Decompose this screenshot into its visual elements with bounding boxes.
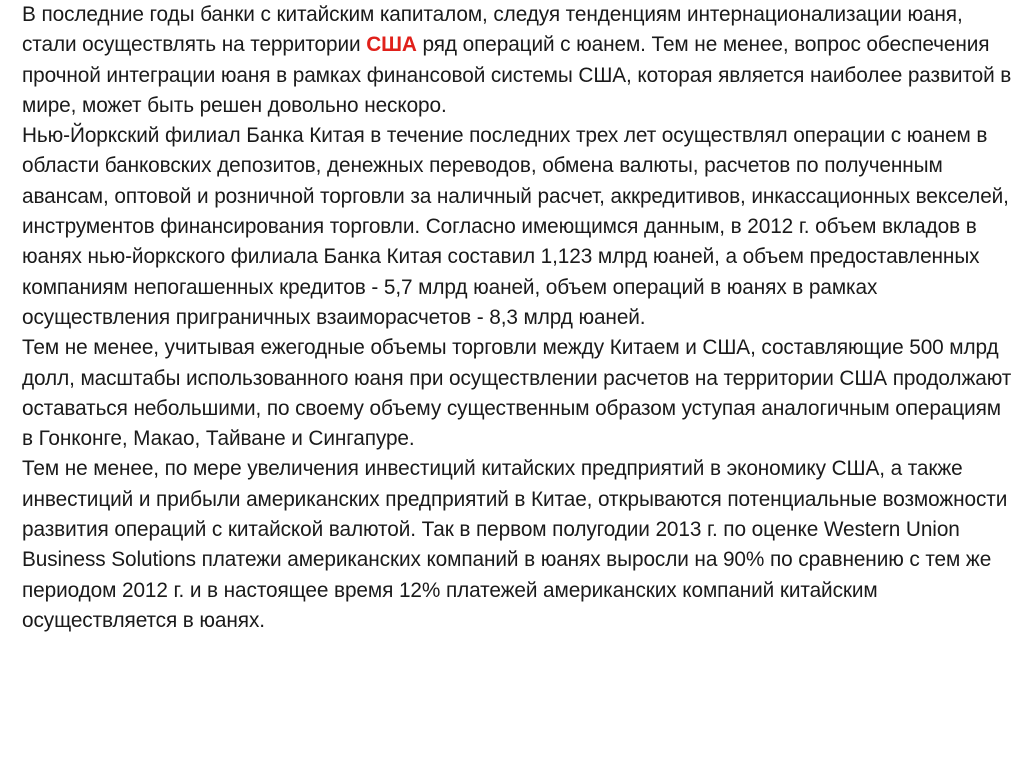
paragraph-3: Тем не менее, учитывая ежегодные объемы торговли между Китаем и США, составляющие 500 млрд долл, масштабы использованного юаня при осуществлении расчетов на территории США продолжают оставаться небольшими, по своему объему существенным образом уступая аналогичным операциям в Гонконге, Макао, Тайване и Сингапуре. [22, 336, 1012, 451]
paragraph-1-before: В последние годы банки с китайским капиталом, следуя тенденциям интернационализации юаня, стали осуществлять на территории [22, 3, 963, 57]
text-content [22, 0, 1014, 636]
paragraph-2: Нью-Йоркский филиал Банка Китая в течение последних трех лет осуществлял операции с юанем в области банковских депозитов, денежных переводов, обмена валюты, расчетов по полученным авансам, оптовой и розничной торговли за наличный расчет, аккредитивов, инкассационных векселей, инструментов финансирования торговли. Согласно имеющимся данным, в 2012 г. объем вкладов в юанях нью-йоркского филиала Банка Китая составил 1,123 млрд юаней, а объем предоставленных компаниям непогашенных кредитов - 5,7 млрд юаней, объем операций в юанях в рамках осуществления приграничных взаиморасчетов - 8,3 млрд юаней. [22, 124, 1009, 329]
paragraph-4: Тем не менее, по мере увеличения инвестиций китайских предприятий в экономику США, а также инвестиций и прибыли американских предприятий в Китае, открываются потенциальные возможности развития операций с китайской валютой. Так в первом полугодии 2013 г. по оценке Western Union Business Solutions платежи американских компаний в юанях выросли на 90% по сравнению с тем же периодом 2012 г. и в настоящее время 12% платежей американских компаний китайским осуществляется в юанях. [22, 457, 1008, 632]
paragraph-1-after: ряд операций с юанем. Тем не менее, вопрос обеспечения прочной интеграции юаня в рамках финансовой системы США, которая является наиболее развитой в мире, может быть решен довольно нескоро. [22, 33, 1012, 117]
highlight-usa: США [366, 33, 417, 57]
paragraph-1 [22, 0, 1014, 121]
